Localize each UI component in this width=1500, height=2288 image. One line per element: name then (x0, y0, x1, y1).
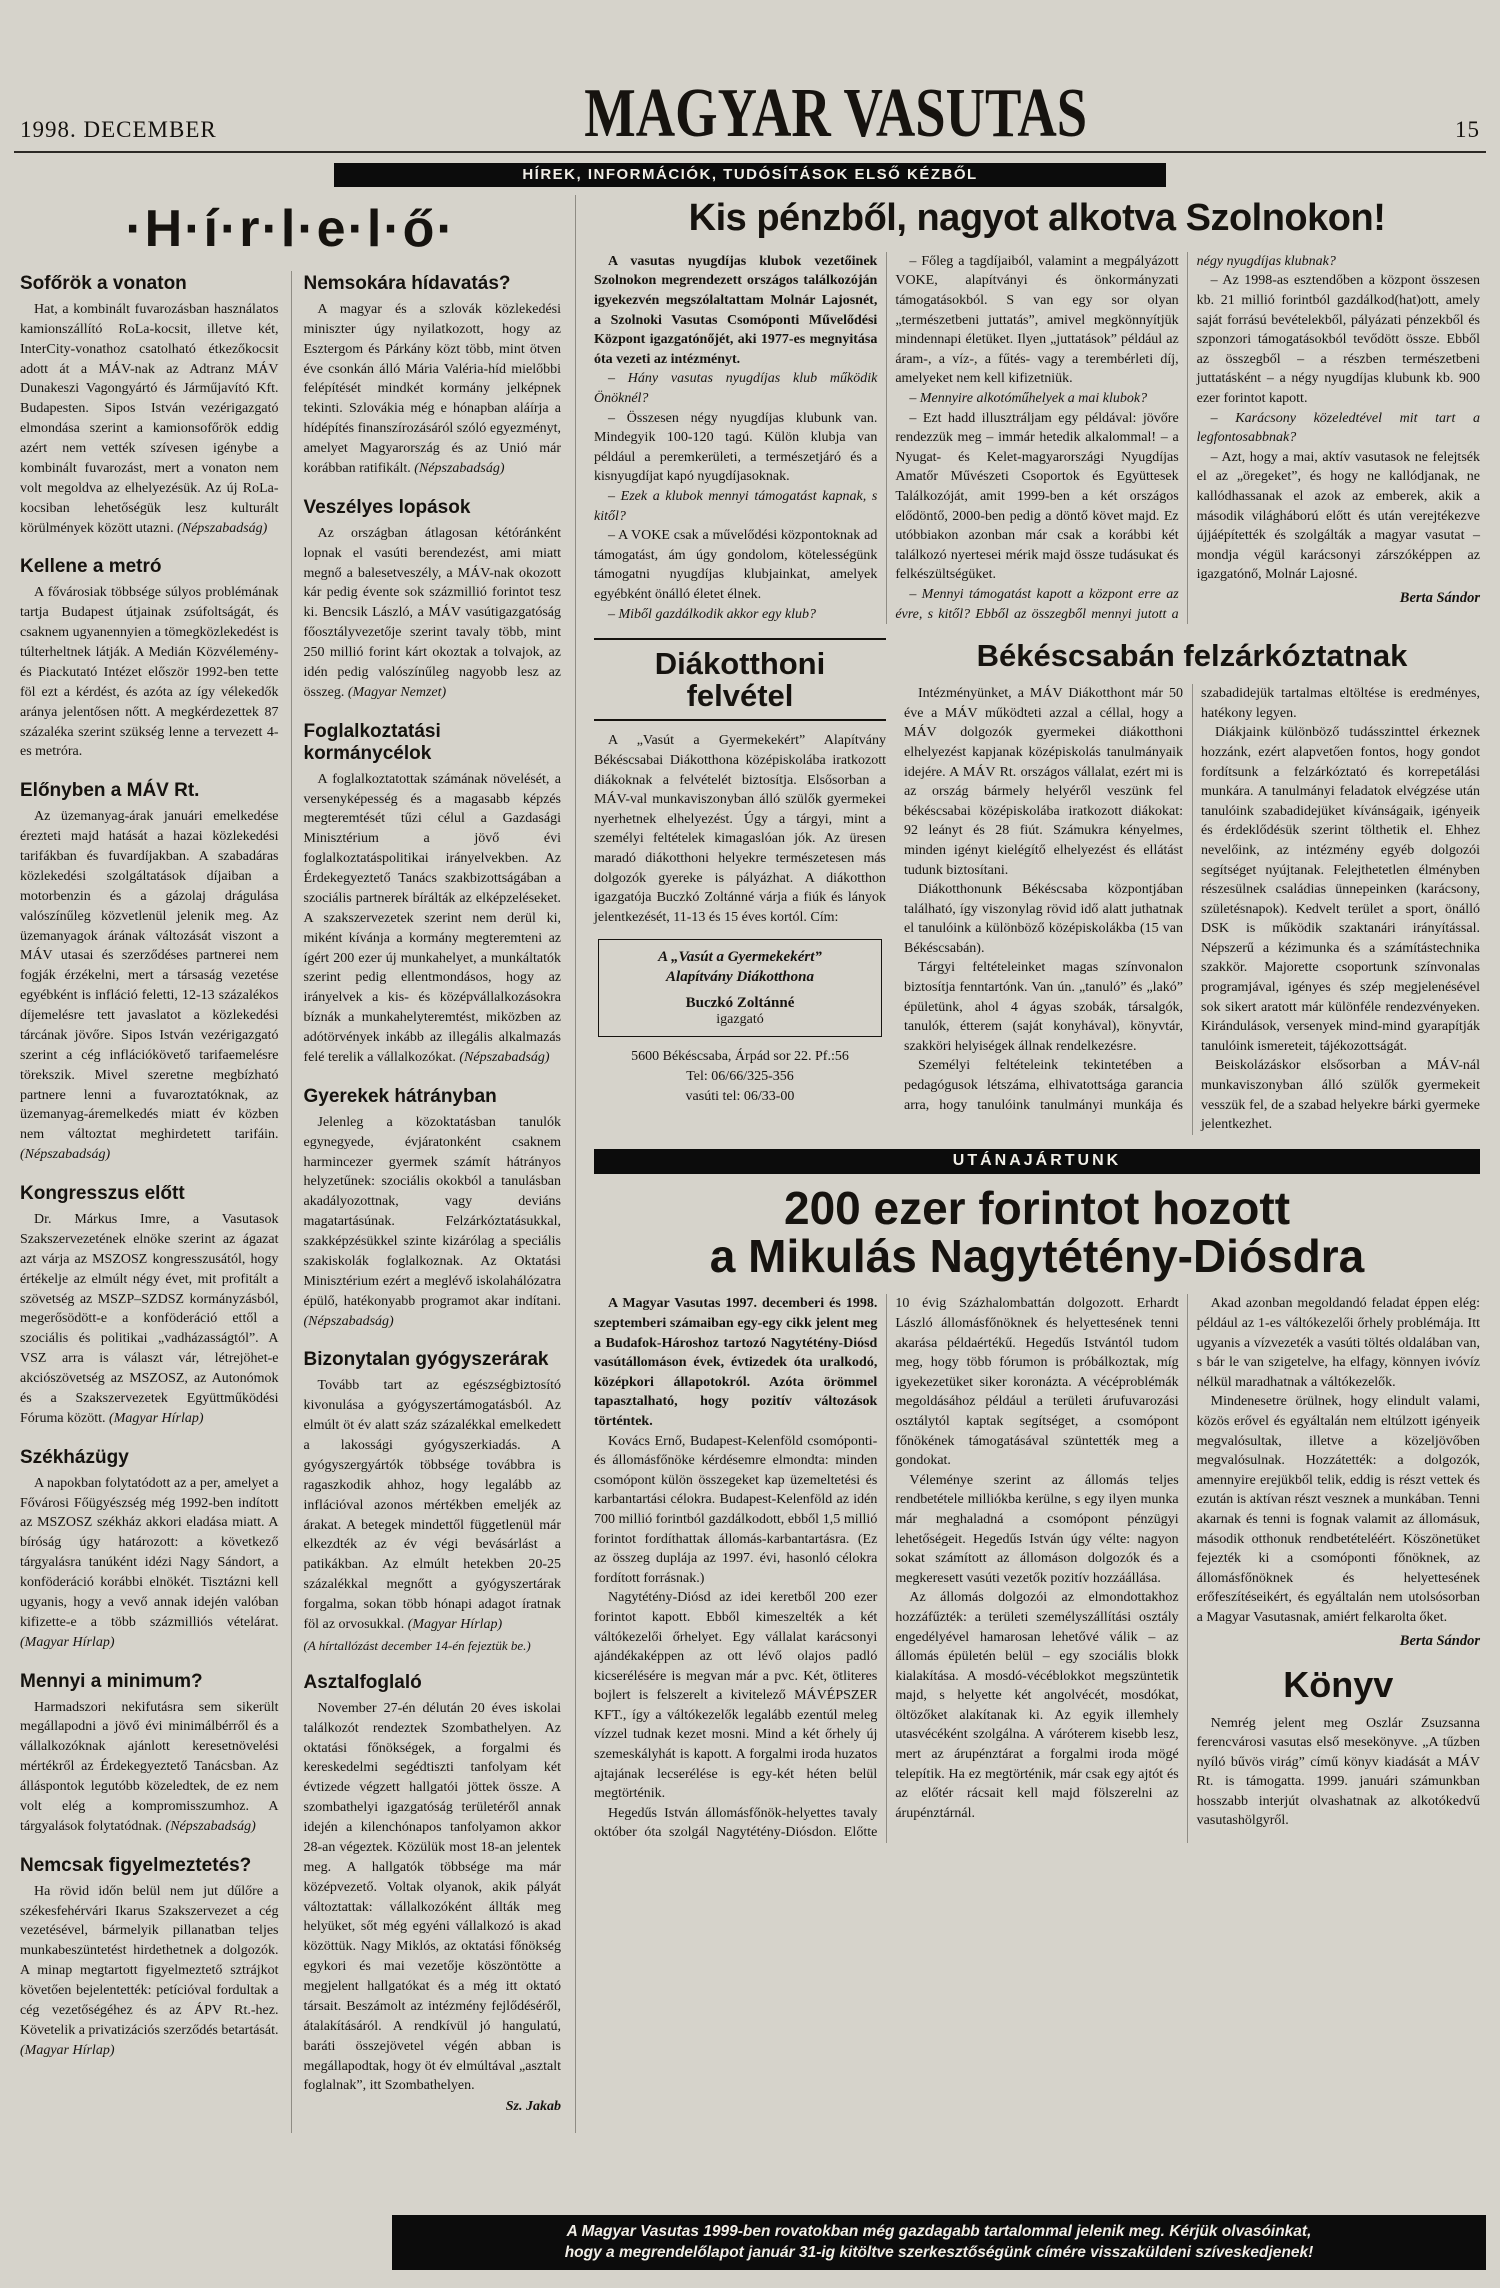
brief-text: Az üzemanyag-árak januári emelkedése érezteti majd hatását a hazai közlekedési tarifákban és fuvardíjakban. A szabadáras közlekedési szolgáltatások díjaiban a motorbenzin és a gázolaj drágulása valószínűleg közvetlenül jelenik meg. Az üzemanyagok árának változását viszont a MÁV utasai és szerződéses partnerei nem fogják érzékelni, mert a társaság vezetése egyébként is infláció feletti, 12-13 százalékos díjemelésre tett javaslatot a közlekedési tárcának jövőre. Sipos István vezérigazgató szerint a cég inflációkövető tarifaemelésre törekszik. Mivel szeretne megbízható partnere lenni a fuvaroztatóknak, az üzemanyag-áremelkedés miatt év közben nem változtat meghirdetett tarifáin. (20, 809, 279, 1143)
hirlelo-title: ·H·í·r·l·e·l·ő· (125, 199, 456, 258)
szolnok-paragraphs (594, 252, 1480, 624)
brief-text: A magyar és a szlovák közlekedési miniszter úgy nyilatkozott, hogy az Esztergom és Párkány közt több, mint ötven éve csonkán álló Mária Valéria-híd mielőbbi felépítését mindkét kormány jelképnek tekinti. Szlovákia még e hónapban aláírja a hídépítés finanszírozásáról szóló egyezményt, amelyet Magyarország és az Unió már korábban ratifikált. (303, 301, 561, 476)
news-brief (20, 780, 279, 1165)
brief-body (304, 770, 562, 1068)
brief-source: (Magyar Hírlap) (407, 1616, 503, 1632)
foundation-name-line2: Alapítvány Diákotthona (666, 968, 814, 985)
szolnok-article (594, 197, 1480, 624)
brief-heading: Bizonytalan gyógyszerárak (303, 1349, 549, 1371)
brief-heading: Kongresszus előtt (20, 1183, 185, 1205)
news-brief (304, 1086, 562, 1332)
brief-body (304, 524, 562, 703)
director-title: igazgató (716, 1012, 764, 1028)
article-paragraph: – Mennyi támogatást kapott a központ erre az évre, s kitől? Ebből az összegből mennyi jutott a négy nyugdíjas klubnak? (895, 253, 1336, 622)
mikulas-article (594, 1149, 1480, 1843)
bekescsaba-article (904, 638, 1480, 1135)
article-paragraph: Mindenesetre örülnek, hogy elindult valami, közös erővel és egyáltalán nem eltúlzott igényeik megvalósultak, illetve a közeljövőben megvalósulnak. Hozzátették: a dolgozók, amennyire erejükből telik, eddig is részt vettek és ezután is aktívan részt vesznek a munkában. Tenni akarnak és tenni is fognak valamit az állomásuk, második otthonuk rendbetételéért. Köszönetüket fejezték ki a csomóponti főnöknek, az állomásfőnöknek és helyettesének erőfeszítéseikért, és egyáltalán nem utolsósorban a Magyar Vasutasnak, amiért felkarolta őket. (1196, 1394, 1480, 1625)
article-paragraph: – Miből gazdálkodik akkor egy klub? (608, 606, 817, 622)
address-line: 5600 Békéscsaba, Árpád sor 22. Pf.:56 (631, 1049, 849, 1065)
phone-line: Tel: 06/66/325-356 (686, 1068, 794, 1084)
hirlelo-section (20, 195, 576, 2133)
brief-body (20, 1882, 279, 2061)
article-paragraph: Tárgyi feltételeinket magas színvonalon biztosítja fenntartónk. Van ún. „tanuló” és „lakó” épületünk, ahol 4 ágyas szobák, társalgók, tanulók, étterem (saját konyhával), könyvtár, szakköri helyiségek állnak rendelkezésre. (904, 960, 1183, 1054)
brief-body (20, 1698, 279, 1837)
news-brief (304, 497, 562, 703)
brief-body (304, 1376, 562, 1634)
brief-source: (Magyar Hírlap) (109, 1410, 204, 1426)
news-brief (20, 273, 279, 539)
article-paragraph: – Hány vasutas nyugdíjas klub működik Önöknél? (594, 371, 878, 407)
article-paragraph: – A VOKE csak a művelődési központoknak ad támogatást, ám úgy gondolom, kötelességünk támogatni nyugdíjas klubjainkat, amelyek egyébként önálló életet élnek. (594, 528, 878, 602)
brief-body (20, 807, 279, 1165)
subscription-footer-bar (392, 2215, 1486, 2270)
szolnok-headline: Kis pénzből, nagyot alkotva Szolnokon! (688, 196, 1386, 239)
konyv-heading: Könyv (1283, 1663, 1394, 1705)
brief-body (20, 300, 279, 539)
article-paragraph: – Azt, hogy a mai, aktív vasutasok ne felejtsék el az „öregeket”, és hogy ne kallódjanak, ne kallódhassanak el azok az emberek, akik a második világháború előtt és után verejtékezve újjáépítették és szolgálták a magyar vasutat – mondja végül karácsonyi zárszóképpen az igazgatónő, Molnár Lajosné. (1196, 449, 1480, 583)
diakotthon-article (594, 638, 886, 1135)
brief-heading: Nemsokára hídavatás? (303, 272, 511, 294)
right-region (594, 195, 1480, 2133)
brief-source: (Magyar Nemzet) (347, 684, 447, 700)
brief-heading: Székházügy (20, 1446, 129, 1468)
brief-note: (A hírtallózást december 14-én fejeztük be.) (303, 1637, 531, 1653)
article-paragraph: Akad azonban megoldandó feladat éppen elég: például az 1-es váltókezelői őrhely problémája. Itt ugyanis a vízvezeték a vasúti töltés oldalában van, s bár le van szigetelve, ha elfagy, könnyen ivóvíz nélkül maradhatnak a váltókezelők. (1196, 1296, 1480, 1390)
utanajartunk-bar: UTÁNAJÁRTUNK (594, 1149, 1480, 1174)
diakotthon-body: A „Vasút a Gyermekekért” Alapítvány Békéscsabai Diákotthona középiskolába iratkozott diákoknak a felvételét biztosítja. Elsősorban a MÁV-val munkaviszonyban álló szülők gyermekei nyerhetnek elhelyezést. Úgy a tárgyi, mint a személyi feltételek kimagaslóan jók. Az üresen maradó diákotthoni helyekre természetesen más dolgozók gyereke is pályázhat. A diákotthon igazgatója Buczkó Zoltánné várja a fiúk és lányok jelentkezését, 11-13 és 15 éves kortól. Cím: (594, 733, 886, 925)
hirlelo-columns (20, 271, 561, 2133)
page-number: 15 (1455, 116, 1480, 142)
news-brief (304, 1672, 562, 2116)
brief-text: Tovább tart az egészségbiztosító kivonulása a gyógyszertámogatásból. Az elmúlt öt év alatt száz százalékkal emelkedett a lakossági gyógyszerkiadás. A gyógyszergyártók többsége továbbra is ragaszkodik ahhoz, hogy legalább az inflációval azonos mértékben emeljék az árakat. A betegek mindettől függetlenül már elkezdték az év végi bevásárlást a patikákban. Az elmúlt hetekben 20-25 százalékkal megnőtt a gyógyszertárak forgalma, sokan több hónapi adagot íratnak föl az orvosukkal. (303, 1378, 561, 1632)
news-brief (20, 556, 279, 762)
article-paragraph: Intézményünket, a MÁV Diákotthont már 50 éve a MÁV működteti azzal a céllal, hogy a MÁV dolgozók gyermekei diákotthoni elhelyezést kapjanak középiskolás tanulmányaik idejére. A MÁV Rt. országos vállalat, ezért mi is az ország bármely helyéről veszünk fel békéscsabai középiskolába iratkozott diákokat: 92 leányt és 28 fiút. Számukra kényelmes, minden igényt kielégítő elhelyezést és ellátást tudunk biztosítani. (904, 686, 1183, 878)
article-paragraph: Személyi feltételeink tekintetében a pedagógusok létszáma, elhivatottsága garancia arra, hogy tanulóink tanulmányi munkája és szabadidejük tartalmas eltöltése is eredményes, hatékony legyen. (904, 686, 1480, 1113)
article-paragraph: – Összesen négy nyugdíjas klubunk van. Mindegyik 100-120 tagú. Külön klubja van például a peremkerületi, a természetjáró és a kisnyugdíjat kapó nyugdíjasoknak. (594, 410, 878, 485)
article-paragraph: Beiskolázáskor elsősorban a MÁV-nál munkaviszonyban álló szülők gyermekeit vesszük fel, de a szabad helyekre bárki gyermeke jelentkezhet. (1201, 1058, 1480, 1133)
szolnok-byline: Berta Sándor (1399, 589, 1480, 606)
hirlelo-column-1 (20, 271, 291, 2133)
news-brief (304, 273, 562, 479)
article-paragraph: Diákotthonunk Békéscsaba központjában található, így viszonylag rövid idő alatt juthatnak el tanulóink a különböző középiskolákba (15 van Békéscsabán). (904, 882, 1183, 956)
brief-body (304, 1699, 562, 2097)
szolnok-article-body (594, 252, 1480, 624)
brief-text: Ha rövid időn belül nem jut dűlőre a székesfehérvári Ikarus Szakszervezet a cég vezetésével, bármelyik pillanatban teljes munkabeszüntetést hirdethetnek a dolgozók. A minap megtartott figyelmeztető sztrájkot követően bejelentették: petícióval fordultak a cég vezetőségéhez és az ÁPV Rt.-hez. Követelik a privatizációs szerződés betartását. (20, 1883, 279, 2038)
brief-text: Hat, a kombinált fuvarozásban használatos kamionszállító RoLa-kocsit, illetve két, InterCity-vonathoz csatolható étkezőkocsit adott át a MÁV-nak az Adtranz MÁV Dunakeszi Vagongyártó és Járműjavító Kft. Budapesten. Sipos István vezérigazgató elmondása szerint a kamionsofőrök eddig azért nem vették szívesen igénybe a kombinált fuvarozást, mert a vonaton nem volt megoldva az elhelyezésük. Az új RoLa-kocsiban lehetőségük lesz kulturált körülmények között utazni. (20, 301, 279, 536)
diakotthon-title-line2: felvétel (686, 677, 794, 713)
brief-source: (Magyar Hírlap) (20, 2042, 115, 2058)
article-paragraph: Véleménye szerint az állomás teljes rendbetétele milliókba kerülne, s egy ilyen munka már meghaladná a csomópont pénzügyi lehetőségeit. Hegedűs István úgy vélte: nagyon sokat számított az állomáson dolgozók és a megkeresett vasúti vezetők pozitív hozzáállása. (895, 1472, 1179, 1586)
article-paragraph: Hegedűs István állomásfőnök-helyettes tavaly október óta szolgál Nagytétény-Diósdon. Előtte 10 évig Százhalombattán dolgozott. Erhardt László állomásfőnöknek és helyettesének tenni akarása példaértékű. Hegedűs Istvántól tudom meg, hogy több fórumon is próbálkoztak, míg igyekezetüket siker koronázta. A vécéproblémák megoldásához például a területi árufuvarozási osztálytól kaptak segítséget, a csomópont főnökének támogatásával szüntették meg a gondokat. (594, 1296, 1179, 1841)
brief-source: (Népszabadság) (177, 520, 268, 536)
brief-body (20, 583, 279, 762)
konyv-section (1197, 1664, 1480, 1832)
article-paragraph: A Magyar Vasutas 1997. decemberi és 1998. szeptemberi számaiban egy-egy cikk jelent meg a Budafok-Hároshoz tartozó Nagytétény-Diósd vasútállomáson évek, évtizedek óta uralkodó, középkori állapotokról. Azóta örömmel tapasztalható, hogy pozitív változások történtek. (594, 1296, 878, 1429)
brief-heading: Asztalfoglaló (303, 1671, 422, 1693)
mikulas-headline (594, 1181, 1480, 1283)
brief-text: Az országban átlagosan kétóránként lopnak el vasúti berendezést, ami miatt megnő a balesetveszély, a MÁV-nak okozott kár pedig évente sok százmillió forintot tesz ki. Bencsik László, a MÁV vasútigazgatóság főosztályvezetője szerint tavaly több, mint 250 millió forint kárt okoztak a tolvajok, az idén pedig valószínűleg nagyobb lesz az összeg. (303, 525, 561, 700)
article-paragraph: – Az 1998-as esztendőben a központ összesen kb. 21 millió forintból gazdálkod(hat)ott, amely saját forrású bevételekből, pályázati pénzekből és szponzori támogatásokból tevődött össze. Ebből az összegből – a részben természetbeni juttatásként – a négy nyugdíjas klubunk kb. 900 ezer forintot kapott. (1196, 273, 1480, 407)
footer-line2: hogy a megrendelőlapot január 31-ig kitöltve szerkesztőségünk címére visszaküldeni szíveskedjenek! (564, 2244, 1314, 2262)
tagline-bar: HÍREK, INFORMÁCIÓK, TUDÓSÍTÁSOK ELSŐ KÉZBŐL (334, 163, 1166, 187)
brief-heading: Nemcsak figyelmeztetés? (20, 1854, 252, 1876)
brief-byline: Sz. Jakab (505, 2099, 561, 2115)
bekescsaba-paragraphs (904, 684, 1480, 1135)
issue-date: 1998. DECEMBER (20, 116, 217, 142)
brief-text: A napokban folytatódott az a per, amelyet a Fővárosi Főügyészség még 1992-ben indított az MSZOSZ székház akkori eladása miatt. A bíróság úgy határozott: a következő tárgyalásra tanúként idézi Nagy Sándort, a konföderáció korábbi elnökét. Tisztázni kell ugyanis, hogy a vevő annak idején valóban kifizette-e a több százmilliós vételárat. (20, 1475, 279, 1630)
brief-heading: Foglalkoztatási kormánycélok (303, 720, 441, 764)
brief-text: November 27-én délután 20 éves iskolai találkozót rendeztek Szombathelyen. Az oktatási főnökségek, a forgalmi és kereskedelmi segédtiszti tanfolyam két évtizede végzett hallgatói jöttek össze. A szombathelyi igazgatóság területéről annak idején a kilenchónapos tanfolyamon akkor 28-an végeztek. Közülük most 18-an jelentek meg. A hallgatók többsége ma már középvezető. Voltak olyanok, akik pályát változtattak: vállalkozóként állták meg helyüket, sőt még egyéni vállalkozó is akad közöttük. Nagy Miklós, az oktatási főnökség egykori és mai vezetője köszöntötte a megjelent hallgatókat és a még itt oktató társait. Beszámolt az intézmény fejlődéséről, átalakításáról. A rendkívül jó hangulatú, baráti összejövetel végén abban is megállapodtak, hogy öt év elmúltával „asztalt foglalnak”, itt Szombathelyen. (303, 1700, 561, 2094)
diakotthon-title-line1: Diákotthoni (654, 646, 826, 682)
brief-heading: Mennyi a minimum? (20, 1670, 203, 1692)
article-paragraph: – Főleg a tagdíjaiból, valamint a megpályázott VOKE, alapítványi és önkormányzati támogatásokból. S van egy sor olyan „természetbeni juttatás”, amivel megkönnyítjük mindennapi életüket. Ilyen „juttatások” például az áram-, a víz-, a fűtés- vagy a terembérleti díj, amelyeket nem kell kifizetniük. (895, 253, 1179, 387)
brief-source: (Népszabadság) (20, 1147, 111, 1163)
foundation-name-line1: A „Vasút a Gyermekekért” (658, 949, 822, 966)
foundation-box (598, 939, 882, 1037)
mikulas-headline-line2: a Mikulás Nagytétény-Diósdra (709, 1230, 1365, 1283)
director-name: Buczkó Zoltánné (685, 995, 795, 1012)
article-paragraph: A vasutas nyugdíjas klubok vezetőinek Szolnokon megrendezett országos találkozóján igyekezvén megszólaltattam Molnár Lajosnét, a Szolnoki Vasutas Csomóponti Művelődési Központ igazgatónőjét, aki 1977-es megnyitása óta vezeti az intézményt. (594, 253, 878, 367)
news-brief (304, 721, 562, 1068)
brief-heading: Veszélyes lopások (303, 496, 471, 518)
article-paragraph: Diákjaink különböző tudásszinttel érkeznek hozzánk, ezért alapvetően fontos, hogy gondot fordítsunk a felzárkóztató és korrepetálási munkára. A tanulmányi feladatok elvégzése után tanulóink szabadidejüket kívánságaik, igényeik és érdeklődésük szerint tölthetik el. Ehhez nevelőink, az intézmény egyéb dolgozói segítséget nyújtanak. Felejthetetlen élményben részesülnek családias ünnepeinken (karácsony, születésnapok). Kedvelt terület a sport, önálló DSK is működik szaktanári irányítással. Népszerű a kézimunka és a számítástechnika szakkör. Majorette csoportunk színvonalas programjával, igényes és szép megjelenésével sok sikert aratott már különféle rendezvényeken. Kirándulások, versenyek mind-mind gyarapítják tanulóink ismereteit, tájékozottságát. (1201, 725, 1480, 1054)
brief-body (304, 300, 562, 479)
article-paragraph: Kovács Ernő, Budapest-Kelenföld csomóponti- és állomásfőnöke kérdésemre elmondta: minden csomópont külön összegeket kap üzemeltetési és karbantartási célokra. Budapest-Kelenföld az idén 700 millió forintból gazdálkodott, ebből 1,5 millió forintot fordíthattak állomás-karbantartásra. (Ez az összeg duplája az 1997. évi, hasonló célokra fordított forrásnak.) (594, 1433, 878, 1586)
masthead: MAGYAR VASUTAS (584, 75, 1088, 152)
page-header (14, 75, 1486, 153)
bekescsaba-article-body (904, 684, 1480, 1135)
brief-heading: Kellene a metró (20, 556, 162, 578)
article-paragraph: – Ezt hadd illusztráljam egy példával: jövőre rendezzük meg – immár hetedik alkalommal! – a Nyugat- és Kelet-magyarországi Nyugdíjas Amatőr Művészeti Csoportok és Együttesek Találkozóját, amit 1999-ben a két országos elődöntő, 2000-ben pedig a döntő követ majd. Ez utóbbiakon azonban már csak a korábbi két találkozó nyertesei mérik majd össze tudásukat és felkészültségüket. (895, 410, 1179, 583)
brief-heading: Gyerekek hátrányban (303, 1085, 497, 1107)
mikulas-headline-line1: 200 ezer forintot hozott (783, 1181, 1291, 1234)
brief-body (20, 1210, 279, 1429)
brief-source: (Magyar Hírlap) (20, 1634, 115, 1650)
news-brief (20, 1447, 279, 1653)
article-paragraph: Az állomás dolgozói az elmondottakhoz hozzáfűzték: a területi személyszállítási osztály engedélyével hamarosan lehetővé válik – az állomás épületén belül – egy szociális blokk kialakítása. A mosdó-vécéblokkot megszüntetik majd, s helyette két angolvécét, mosdókat, öltözőket alakítanak ki. Az egyik illemhely utasvécéként szolgálna. A váróterem kisebb lesz, mert az árupénztárat a forgalmi iroda mögé telepítik. Ha ez megtörténik, már csak egy ajtót és az előtér rácsait kell majd fölszerelni az árupénztárnál. (895, 1590, 1179, 1821)
news-brief (20, 1671, 279, 1837)
mid-row (594, 638, 1480, 1135)
footer-line1: A Magyar Vasutas 1999-ben rovatokban még gazdagabb tartalommal jelenik meg. Kérjük olvasóinkat, (566, 2222, 1312, 2240)
mikulas-article-body (594, 1294, 1480, 1843)
brief-body (304, 1113, 562, 1332)
news-brief (20, 1183, 279, 1429)
main-content (14, 195, 1486, 2133)
article-paragraph: – Mennyire alkotóműhelyek a mai klubok? (909, 391, 1148, 407)
brief-text: A foglalkoztatottak számának növelését, a versenyképesség és a magasabb képzés megteremtését tűzi célul a Gazdasági Minisztérium a jövő évi foglalkoztatáspolitikai irányelvekben. Az Érdekegyeztető Tanács szakbizottságában a szociális partnerek bírálták az elképzeléseket. A szakszervezetek szerint nem derül ki, miként kívánja a kormány megteremteni az ígért 200 ezer új munkahelyet, a munkáltatók szerint pedig ellentmondásos, hogy az irányelvek a kis- és középvállalkozásokra bíznák a munkahelyteremtést, miközben az adótörvények inkább az illegális alkalmazás felé terelik a vállalkozókat. (303, 771, 561, 1065)
news-brief (304, 1349, 562, 1653)
hirlelo-column-2 (291, 271, 562, 2133)
brief-text: Jelenleg a közoktatásban tanulók egynegyede, évjáratonként csaknem harmincezer gyermek számít hátrányos helyzetűnek: szociális okokból a tanulásban akadályozottnak, vagy deviáns magatartásúnak. Felzárkóztatásukkal, szakképzésükkel szinte kizárólag a speciális szakiskolák foglalkoznak. Az Oktatási Minisztérium ezért a meglévő iskolahálózatra épülő, hatékonyabb programot akar indítani. (303, 1114, 561, 1309)
mikulas-byline: Berta Sándor (1399, 1632, 1480, 1649)
brief-body (20, 1474, 279, 1653)
brief-source: (Népszabadság) (459, 1049, 550, 1065)
konyv-body: Nemrég jelent meg Oszlár Zsuzsanna ferencvárosi vasutas első mesekönyve. „A tűzben nyíló bűvös virág” című könyv kiadását a MÁV Rt. is támogatta. 1999. januári számunkban hosszabb interjút olvashatnak az alkotókedvű vasutashölgyről. (1196, 1715, 1480, 1829)
brief-source: (Népszabadság) (165, 1818, 256, 1834)
diakotthon-title (594, 638, 886, 721)
brief-source: (Népszabadság) (414, 460, 505, 476)
bekescsaba-headline: Békéscsabán felzárkóztatnak (976, 638, 1408, 674)
brief-text: Dr. Márkus Imre, a Vasutasok Szakszervezetének elnöke szerint az ágazat azt várja az MSZOSZ kongresszusától, hogy értékelje az elmúlt négy évet, mit profitált a szövetség az MSZP–SZDSZ kormányzásból, megerősödött-e a konföderáció ettől a szociális és politikai „vadházasságtól”. A VSZ arra is választ vár, létrejöhet-e akciószövetség az MSZOSZ, az Autonómok és a Szakszervezetek Együttműködési Fóruma között. (20, 1212, 279, 1426)
brief-source: (Népszabadság) (303, 1313, 394, 1329)
brief-heading: Sofőrök a vonaton (20, 272, 187, 294)
article-paragraph: Nagytétény-Diósd az idei keretből 200 ezer forintot kapott. Ebből kimeszelték a két váltókezelői őrhelyet. Egy vállalat karácsonyi ajándékaképpen az ott lévő olajos padló kicserélésére is megvan már a pvc. Két, ötliteres bojlert is felszerelt a kivitelező MÁVÉPSZER KFT., így a váltókezelők legalább ezentúl meleg vízzel tudnak kezet mosni. Mind a két őrhely új szemeskályhát is kapott. A forgalmi iroda huzatos ajtajának lecserélése is egy-két héten belül megtörténik. (594, 1590, 878, 1802)
article-paragraph: – Ezek a klubok mennyi támogatást kapnak, s kitől? (594, 489, 878, 524)
brief-heading: Előnyben a MÁV Rt. (20, 780, 200, 802)
brief-text: A fővárosiak többsége súlyos problémának tartja Budapest útjainak zsúfoltságát, és csaknem ugyanennyien a tömegközlekedést is túlterheltnek látják. A Medián Közvélemény- és Piackutató Intézet először 1992-ben tette föl ezt a kérdést, és azóta az így vélekedők aránya jelentősen nőtt. A megkérdezettek 87 százaléka szerint szükség lenne a tervezett 4-es metróra. (20, 585, 279, 760)
news-brief (20, 1855, 279, 2061)
brief-text: Harmadszori nekifutásra sem sikerült megállapodni a jövő évi minimálbérről és a vállalkozóknak ajánlott keresetnövelési mértékről az Érdekegyeztető Tanácsban. Az álláspontok legutóbb közeledtek, de ez nem volt elég a kompromisszumhoz. A tárgyalások folytatódnak. (20, 1699, 279, 1834)
rail-phone-line: vasúti tel: 06/33-00 (685, 1088, 795, 1104)
article-paragraph: – Karácsony közeledtével mit tart a legfontosabbnak? (1196, 410, 1480, 446)
